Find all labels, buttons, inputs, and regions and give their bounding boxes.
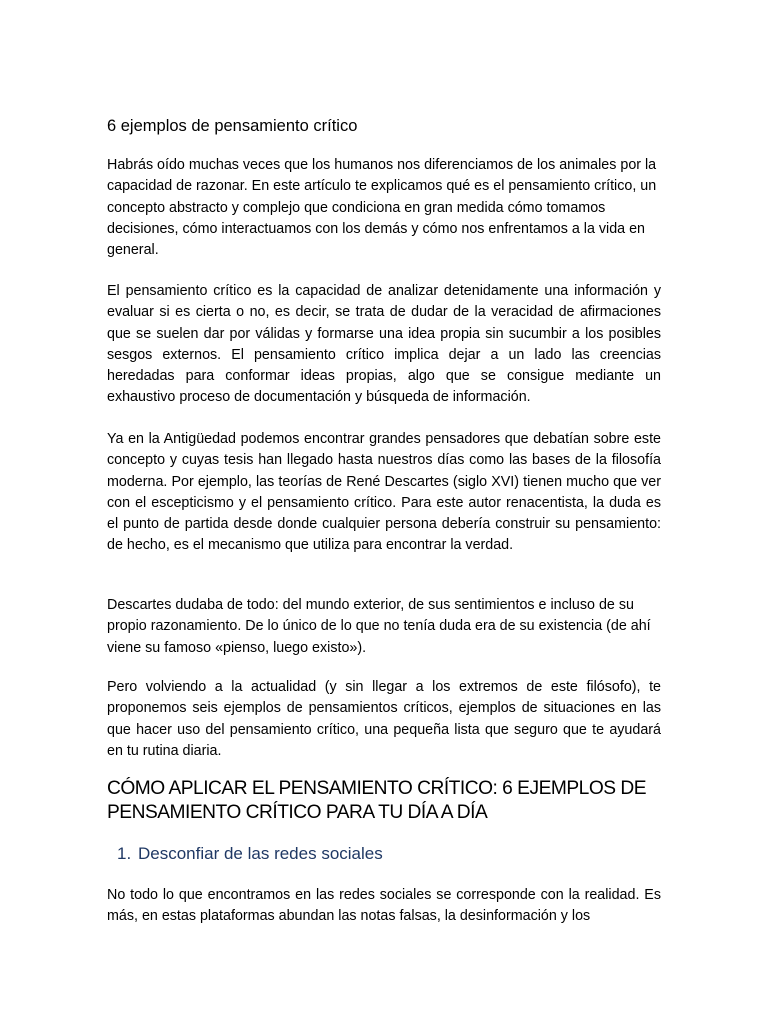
paragraph-definition: El pensamiento crítico es la capacidad de analizar detenidamente una información y evaluar si es cierta o no, es decir, se trata de dudar de la veracidad de afirmaciones que se suelen dar por válidas y formarse una idea propia sin sucumbir a los posibles sesgos externos. El pensamiento crítico implica dejar a un lado las creencias heredadas para conformar ideas propias, algo que se consigue mediante un exhaustivo proceso de documentación y búsqueda de información. bbox=[107, 283, 661, 406]
subheading-text: Desconfiar de las redes sociales bbox=[138, 844, 383, 863]
document-title: 6 ejemplos de pensamiento crítico bbox=[107, 117, 358, 135]
paragraph-intro: Habrás oído muchas veces que los humanos nos diferenciamos de los animales por la capacidad de razonar. En este artículo te explicamos qué es el pensamiento crítico, un concepto abstracto y complejo que condiciona en gran medida cómo tomamos decisiones, cómo interactuamos con los demás y cómo nos enfrentamos a la vida en general. bbox=[107, 157, 657, 259]
paragraph-examples-intro: Pero volviendo a la actualidad (y sin llegar a los extremos de este filósofo), te proponemos seis ejemplos de pensamientos críticos, ejemplos de situaciones en las que hacer uso del pensamiento crítico, una pequeña lista que seguro que te ayudará en tu rutina diaria. bbox=[107, 679, 661, 759]
paragraph-descartes: Descartes dudaba de todo: del mundo exterior, de sus sentimientos e incluso de su propio razonamiento. De lo único de lo que no tenía duda era de su existencia (de ahí viene su famoso «pienso, luego existo»). bbox=[107, 597, 651, 656]
subheading-number: 1. bbox=[117, 844, 132, 863]
paragraph-social-media: No todo lo que encontramos en las redes sociales se corresponde con la realidad. Es más, en estas plataformas abundan las notas falsas, la desinformación y los bbox=[107, 887, 661, 925]
paragraph-history: Ya en la Antigüedad podemos encontrar grandes pensadores que debatían sobre este concepto y cuyas tesis han llegado hasta nuestros días como las bases de la filosofía moderna. Por ejemplo, las teorías de René Descartes (siglo XVI) tienen mucho que ver con el escepticismo y el pensamiento crítico. Para este autor renacentista, la duda es el punto de partida desde donde cualquier persona debería construir su pensamiento: de hecho, es el mecanismo que utiliza para encontrar la verdad. bbox=[107, 431, 661, 554]
subheading-1 bbox=[117, 843, 383, 865]
section-heading: CÓMO APLICAR EL PENSAMIENTO CRÍTICO: 6 EJEMPLOS DE PENSAMIENTO CRÍTICO PARA TU DÍA A DÍA bbox=[107, 778, 647, 823]
